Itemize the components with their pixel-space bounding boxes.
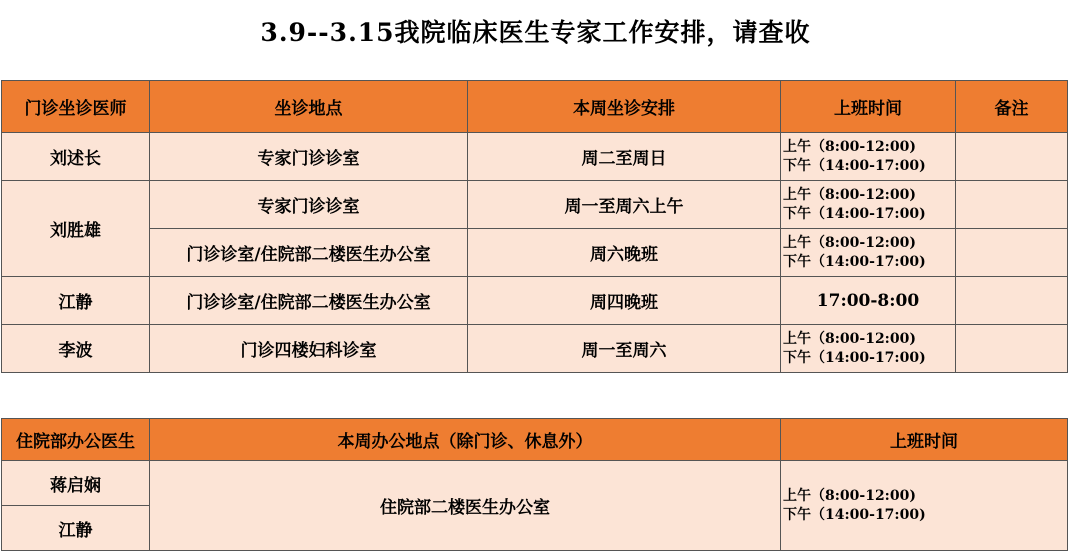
location-cell: 门诊四楼妇科诊室	[150, 325, 468, 373]
hours-am: 上午（8:00-12:00)	[783, 330, 916, 347]
hours-cell: 17:00-8:00	[781, 277, 956, 325]
schedule-cell: 周四晚班	[468, 277, 781, 325]
table-row	[2, 133, 1068, 181]
hours-pm: 下午（14:00-17:00)	[783, 349, 926, 366]
hours-cell	[781, 181, 956, 229]
schedule-cell: 周二至周日	[468, 133, 781, 181]
doctor-cell: 刘述长	[2, 133, 150, 181]
notes-cell	[956, 133, 1068, 181]
inpatient-schedule-table	[1, 418, 1068, 551]
doctor-cell: 李波	[2, 325, 150, 373]
hours-cell	[781, 133, 956, 181]
location-cell: 门诊诊室/住院部二楼医生办公室	[150, 277, 468, 325]
hours-pm: 下午（14:00-17:00)	[783, 506, 926, 523]
hours-cell	[781, 325, 956, 373]
location-cell: 专家门诊诊室	[150, 133, 468, 181]
table-row	[2, 325, 1068, 373]
outpatient-header-row	[2, 81, 1068, 133]
header-hours: 上班时间	[781, 419, 1068, 461]
notes-cell	[956, 229, 1068, 277]
doctor-cell: 刘胜雄	[2, 181, 150, 277]
header-doctor: 住院部办公医生	[2, 419, 150, 461]
notes-cell	[956, 277, 1068, 325]
hours-cell	[781, 461, 1068, 551]
outpatient-schedule-table	[1, 80, 1068, 373]
hours-am: 上午（8:00-12:00)	[783, 186, 916, 203]
header-notes: 备注	[956, 81, 1068, 133]
location-cell: 专家门诊诊室	[150, 181, 468, 229]
schedule-cell: 周六晚班	[468, 229, 781, 277]
hours-am: 上午（8:00-12:00)	[783, 487, 916, 504]
hours-cell	[781, 229, 956, 277]
doctor-cell: 蒋启娴	[2, 461, 150, 506]
header-schedule: 本周坐诊安排	[468, 81, 781, 133]
table-row	[2, 277, 1068, 325]
notes-cell	[956, 181, 1068, 229]
table-row	[2, 229, 1068, 277]
hours-am: 上午（8:00-12:00)	[783, 234, 916, 251]
header-doctor: 门诊坐诊医师	[2, 81, 150, 133]
header-location: 坐诊地点	[150, 81, 468, 133]
hours-pm: 下午（14:00-17:00)	[783, 157, 926, 174]
table-row	[2, 461, 1068, 506]
table-row	[2, 181, 1068, 229]
doctor-cell: 江静	[2, 506, 150, 551]
schedule-cell: 周一至周六上午	[468, 181, 781, 229]
header-hours: 上班时间	[781, 81, 956, 133]
header-location: 本周办公地点（除门诊、休息外）	[150, 419, 781, 461]
notes-cell	[956, 325, 1068, 373]
hours-pm: 下午（14:00-17:00)	[783, 205, 926, 222]
inpatient-header-row	[2, 419, 1068, 461]
hours-am: 上午（8:00-12:00)	[783, 138, 916, 155]
schedule-cell: 周一至周六	[468, 325, 781, 373]
location-cell: 住院部二楼医生办公室	[150, 461, 781, 551]
hours-pm: 下午（14:00-17:00)	[783, 253, 926, 270]
page-title: 3.9--3.15我院临床医生专家工作安排，请查收	[260, 18, 811, 47]
location-cell: 门诊诊室/住院部二楼医生办公室	[150, 229, 468, 277]
doctor-cell: 江静	[2, 277, 150, 325]
